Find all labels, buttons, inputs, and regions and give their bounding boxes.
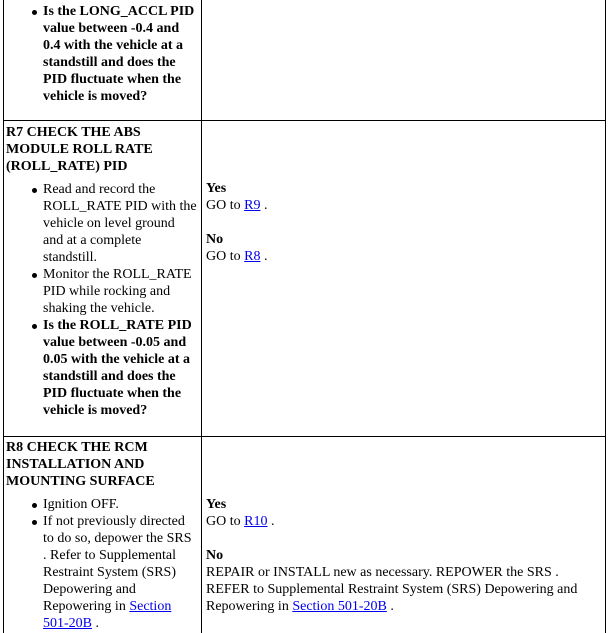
r6-step-list: [28, 3, 196, 105]
r8-step2-suffix: .: [92, 616, 99, 631]
r7-step-list: [28, 181, 198, 419]
r8-no-link[interactable]: Section 501-20B: [292, 599, 387, 614]
r8-no-suffix: .: [386, 599, 394, 614]
r8-no-text: REPAIR or INSTALL new as necessary. REPOWER the SRS . REFER to Supplemental Restraint System (SRS) Depowering and Repowering in: [206, 565, 578, 614]
row-separator-r8: [3, 436, 606, 437]
r7-no-action: [206, 248, 601, 265]
r8-step-item: Ignition OFF.: [43, 496, 198, 513]
r8-yes-link[interactable]: R10: [244, 514, 268, 529]
r8-yes-suffix: .: [267, 514, 275, 529]
r7-steps-cell: [28, 181, 198, 419]
r8-no-label: No: [206, 548, 224, 563]
r7-yes-action: [206, 197, 601, 214]
r7-no-label: No: [206, 232, 224, 247]
r7-no-prefix: GO to: [206, 249, 245, 264]
r7-no-suffix: .: [260, 249, 268, 264]
r8-no-action: [206, 564, 601, 615]
r8-yes-prefix: GO to: [206, 514, 245, 529]
r7-step-header: R7 CHECK THE ABS MODULE ROLL RATE (ROLL_RATE) PID: [6, 125, 153, 174]
r8-yes-action: [206, 513, 601, 530]
table-column-divider: [201, 0, 202, 633]
r8-results-cell: [206, 496, 601, 615]
step-item: Read and record the ROLL_RATE PID with the vehicle on level ground and at a complete standstill.: [43, 182, 197, 265]
r8-step2-text: If not previously directed to do so, depower the SRS . Refer to Supplemental Restraint System (SRS) Depowering and Repowering in: [43, 514, 192, 614]
r8-step-item: [43, 513, 198, 632]
step-item: Monitor the ROLL_RATE PID while rocking and shaking the vehicle.: [43, 266, 198, 317]
r7-no-link[interactable]: R8: [244, 249, 261, 264]
r7-results-cell: [206, 180, 601, 265]
table-border-right: [605, 0, 606, 633]
r8-step2-link[interactable]: Section 501-20B: [43, 599, 172, 631]
r6-steps-cell: [28, 3, 196, 105]
r7-yes-prefix: GO to: [206, 198, 245, 213]
row-separator-r7: [3, 120, 606, 121]
r8-step-list: [28, 496, 198, 632]
r7-yes-link[interactable]: R9: [244, 198, 261, 213]
step-item: Is the ROLL_RATE PID value between -0.05 and 0.05 with the vehicle at a standstill and does the PID fluctuate when the vehicle is moved?: [43, 317, 198, 419]
r8-step-header: R8 CHECK THE RCM INSTALLATION AND MOUNTING SURFACE: [6, 440, 155, 489]
table-border-left: [3, 0, 4, 633]
step-item: Is the LONG_ACCL PID value between -0.4 and 0.4 with the vehicle at a standstill and does the PID fluctuate when the vehicle is moved?: [43, 4, 195, 104]
r8-steps-cell: [28, 496, 198, 632]
r7-yes-label: Yes: [206, 181, 227, 196]
r8-yes-label: Yes: [206, 497, 227, 512]
r7-yes-suffix: .: [260, 198, 268, 213]
